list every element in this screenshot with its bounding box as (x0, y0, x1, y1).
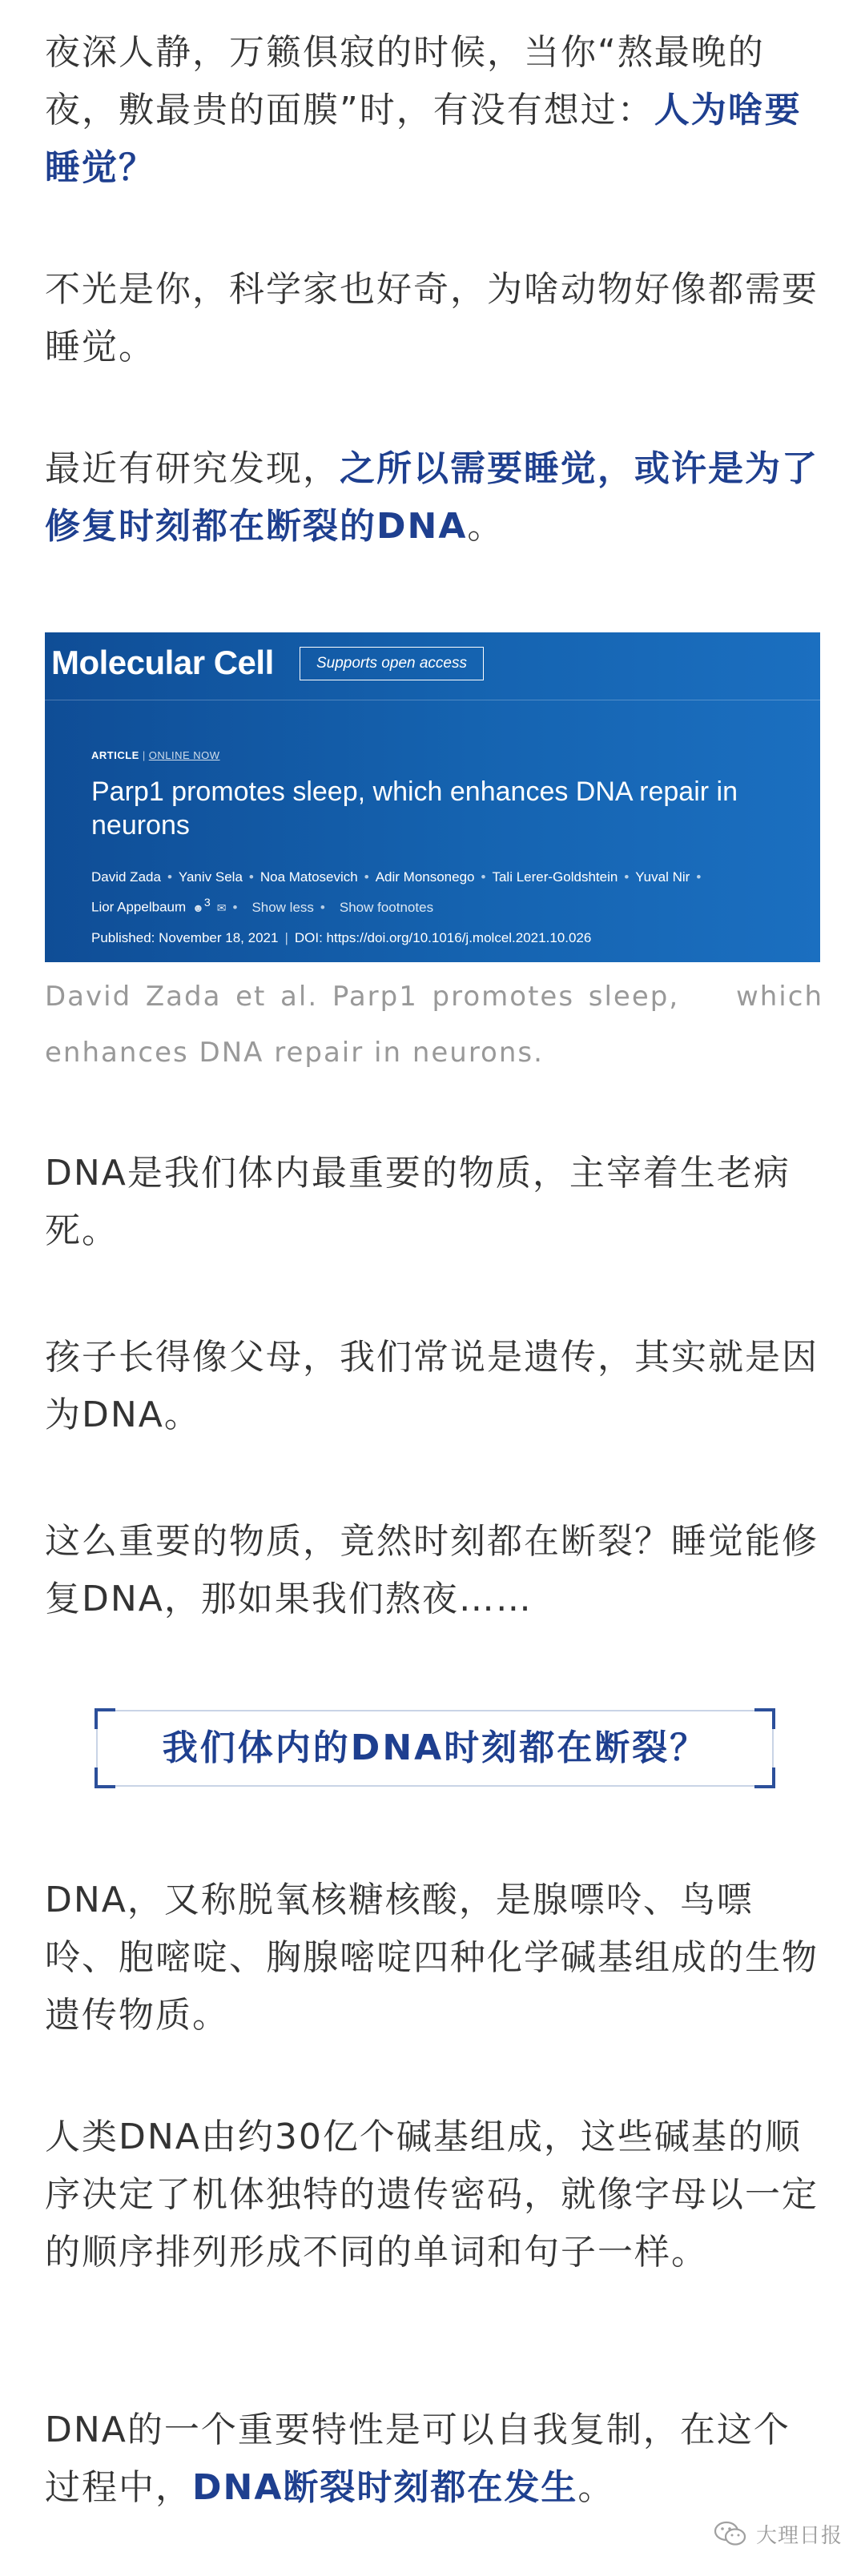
author-name: Yuval Nir (635, 869, 690, 885)
published-line (91, 930, 591, 946)
paragraph-staying-up-text: 这么重要的物质，竟然时刻都在断裂？睡觉能修复DNA，那如果我们熬夜…… (45, 1521, 819, 1619)
box-corner-decoration (754, 1708, 775, 1729)
author-name: Yaniv Sela (178, 869, 243, 885)
figure-caption: David Zada et al. Parp1 promotes sleep, which enhances DNA repair in neurons. (45, 981, 834, 1069)
paragraph-dna-importance (45, 1145, 823, 1260)
published-separator: | (284, 930, 288, 945)
mail-icon: ✉ (216, 901, 227, 914)
article-meta (91, 749, 220, 761)
paragraph-dna-definition (45, 1872, 823, 2044)
paragraph-research-highlight: 之所以需要睡觉，或许是为了修复时刻都在断裂的DNA (45, 448, 819, 547)
section-heading: 我们体内的DNA时刻都在断裂？ (162, 1727, 708, 1768)
meta-separator: | (142, 749, 146, 761)
published-date: Published: November 18, 2021 (91, 930, 279, 945)
paragraph-research-tail: 。 (467, 506, 505, 547)
author-separator: • (248, 869, 254, 885)
paragraph-dna-importance-text: DNA是我们体内最重要的物质，主宰着生老病死。 (45, 1153, 791, 1251)
section-heading-box (96, 1710, 774, 1787)
author-separator: • (232, 899, 238, 915)
paragraph-replication-highlight: DNA断裂时刻都在发生 (192, 2467, 578, 2508)
doi-text: DOI: https://doi.org/10.1016/j.molcel.2021.10.026 (294, 930, 592, 945)
show-footnotes-link: Show footnotes (339, 899, 434, 915)
paragraph-research (45, 440, 823, 556)
paragraph-scientists (45, 261, 823, 376)
author-name: Tali Lerer-Goldshtein (492, 869, 618, 885)
author-separator: • (364, 869, 369, 885)
source-watermark (713, 2514, 843, 2554)
wechat-icon (713, 2519, 748, 2548)
paragraph-intro (45, 24, 823, 197)
article-tag: ARTICLE (91, 749, 139, 761)
author-name: Adir Monsonego (375, 869, 475, 885)
box-corner-decoration (95, 1767, 115, 1788)
watermark-label: 大理日报 (755, 2523, 843, 2548)
show-less-link: Show less (251, 899, 314, 915)
author-separator: • (320, 899, 325, 915)
online-now-label: ONLINE NOW (148, 749, 220, 761)
author-superscript: 3 (203, 897, 211, 909)
author-separator: • (696, 869, 702, 885)
paper-title: Parp1 promotes sleep, which enhances DNA repair in neurons (91, 776, 738, 841)
paragraph-dna-definition-text: DNA，又称脱氧核糖核酸，是腺嘌呤、鸟嘌呤、胞嘧啶、胸腺嘧啶四种化学碱基组成的生物遗传物质。 (45, 1880, 819, 2036)
author-separator: • (624, 869, 630, 885)
author-name: Noa Matosevich (260, 869, 358, 885)
journal-name: Molecular Cell (51, 644, 274, 681)
author-name: Lior Appelbaum (91, 899, 187, 915)
paragraph-genetic-code-text: 人类DNA由约30亿个碱基组成，这些碱基的顺序决定了机体独特的遗传密码，就像字母以一定的顺序排列形成不同的单词和句子一样。 (45, 2117, 819, 2273)
paragraph-intro-text: 夜深人静，万籁俱寂的时候，当你“熬最晚的夜，敷最贵的面膜”时，有没有想过： (45, 32, 765, 130)
author-separator: • (481, 869, 486, 885)
person-icon: ☻ (192, 901, 204, 914)
paragraph-research-text: 最近有研究发现， (45, 448, 340, 489)
paragraph-staying-up (45, 1513, 823, 1628)
paragraph-scientists-text: 不光是你，科学家也好奇，为啥动物好像都需要睡觉。 (45, 269, 819, 367)
paragraph-heredity (45, 1329, 823, 1444)
author-name: David Zada (91, 869, 161, 885)
paragraph-genetic-code (45, 2109, 823, 2281)
paper-header-image (45, 632, 820, 962)
paragraph-replication-text: DNA的一个重要特性是可以自我复制，在这个过程中， (45, 2409, 791, 2508)
author-separator: • (167, 869, 172, 885)
journal-banner (45, 632, 820, 700)
author-list (91, 865, 796, 921)
paragraph-heredity-text: 孩子长得像父母，我们常说是遗传，其实就是因为DNA。 (45, 1337, 819, 1435)
paragraph-replication (45, 2401, 823, 2517)
paragraph-intro-highlight: 人为啥要睡觉？ (45, 90, 802, 188)
open-access-badge: Supports open access (300, 647, 484, 680)
paragraph-replication-tail: 。 (577, 2467, 615, 2508)
